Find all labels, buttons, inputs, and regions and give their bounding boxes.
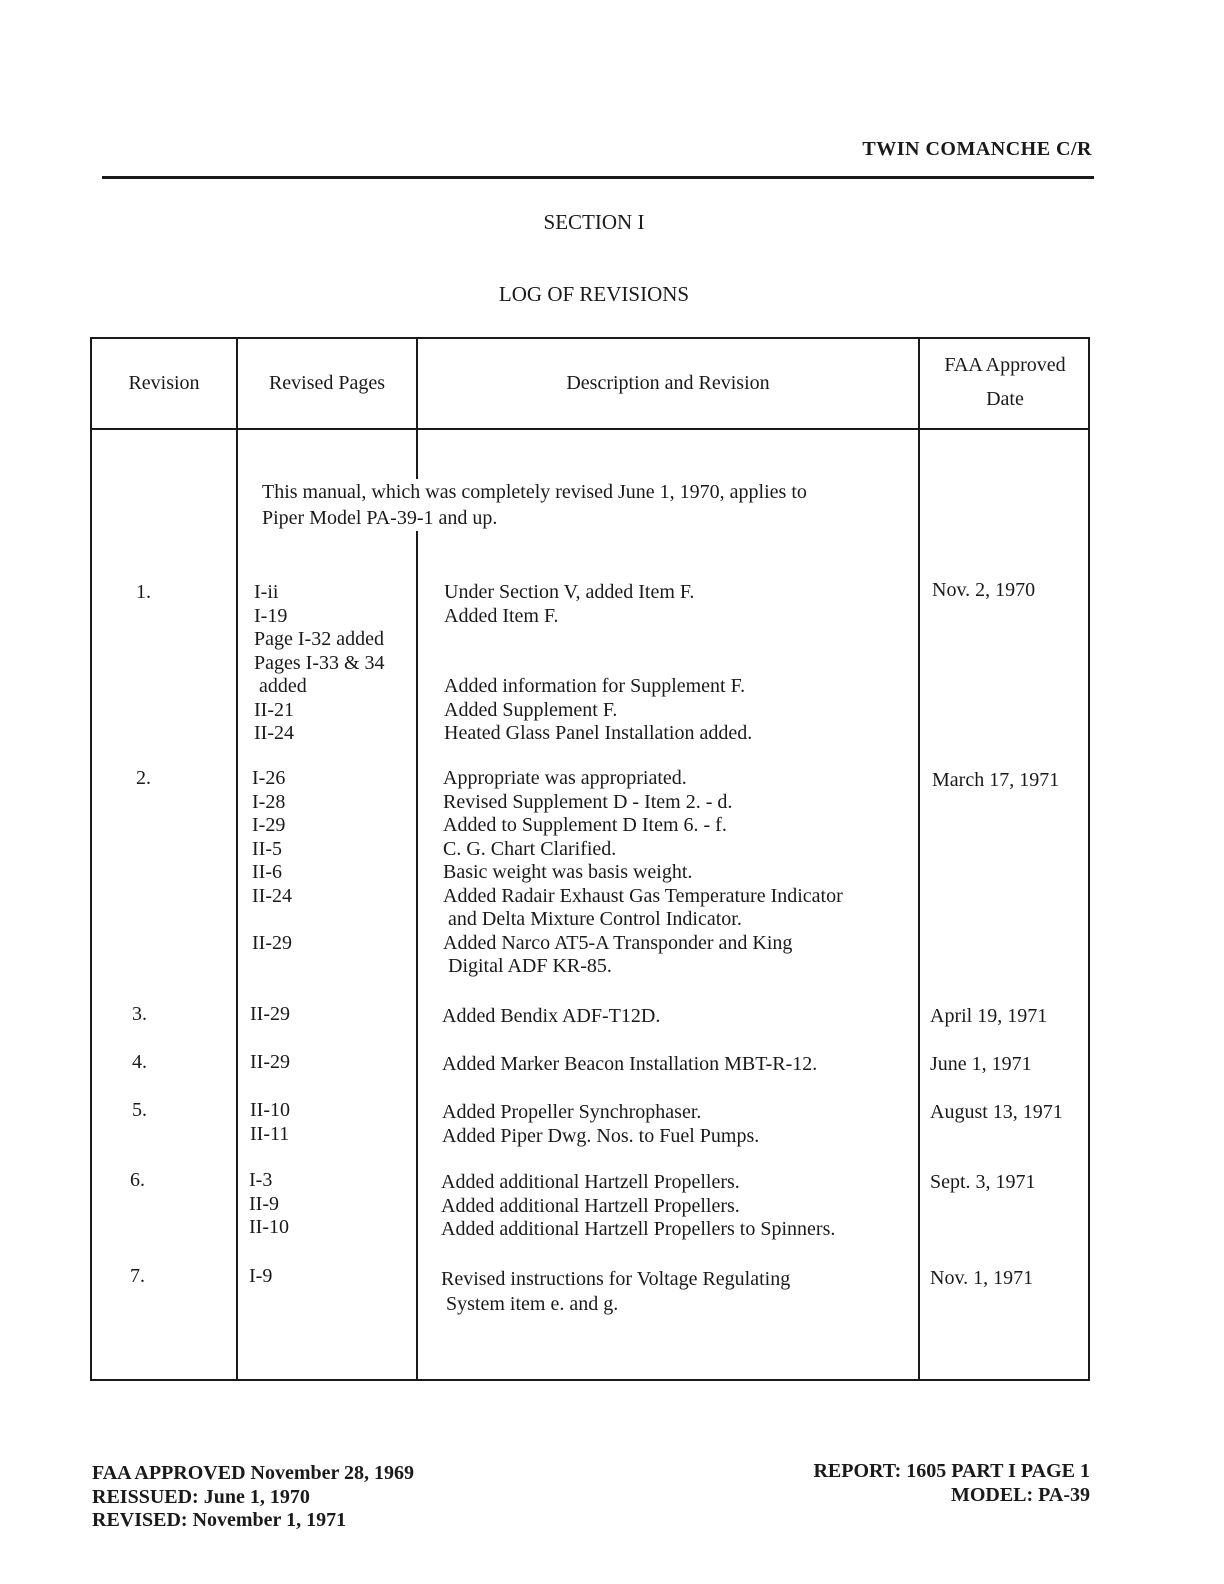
page-ref: I-26 [252,767,286,789]
row-6-revision: 6. [130,1169,145,1191]
footer-model: MODEL: PA-39 [950,1483,1090,1506]
row-4-revision: 4. [132,1051,147,1073]
page-ref: Page I-32 added [254,628,384,650]
page-ref: II-29 [250,1051,290,1073]
description-line: and Delta Mixture Control Indicator. [443,908,742,930]
footer-approval-dates [92,1462,414,1533]
header-divider [92,428,1088,430]
row-6-date: Sept. 3, 1971 [930,1171,1036,1193]
section-title: SECTION I [543,210,645,234]
description-line: Added Marker Beacon Installation MBT-R-12. [442,1053,818,1075]
row-5-revision: 5. [132,1099,147,1121]
description-line: Added information for Supplement F. [444,675,746,697]
page-ref: II-29 [250,1003,290,1025]
description-line [444,628,752,652]
header-description: Description and Revision [566,372,770,394]
log-title: LOG OF REVISIONS [498,282,690,306]
description-line: Added Propeller Synchrophaser. [442,1101,702,1123]
header-revision: Revision [128,372,200,394]
page-ref: I-28 [252,790,286,813]
footer-reissued: REISSUED: June 1, 1970 [92,1485,310,1508]
page-ref [252,955,292,979]
row-2-revision: 2. [136,767,151,789]
row-1-descriptions [444,581,752,746]
document-header-title: TWIN COMANCHE C/R [862,138,1092,160]
description-line: Added Bendix ADF-T12D. [442,1005,661,1027]
header-date: Date [986,388,1024,410]
row-4-pages [250,1051,290,1075]
description-line: Revised Supplement D - Item 2. - d. [443,790,733,813]
description-line: C. G. Chart Clarified. [443,837,617,860]
footer-report-info [813,1460,1090,1507]
column-divider [236,339,238,1379]
intro-note [262,479,813,531]
row-3-revision: 3. [132,1003,147,1025]
page-ref: II-9 [249,1192,279,1215]
intro-line: This manual, which was completely revised June 1, 1970, applies to [262,481,807,503]
description-line: Added additional Hartzell Propellers. [441,1171,740,1193]
page-ref: II-5 [252,837,282,860]
footer-report: REPORT: 1605 PART I PAGE 1 [813,1460,1090,1482]
page-ref: II-29 [252,931,292,954]
page-ref [252,908,292,932]
description-line: System item e. and g. [441,1293,619,1315]
page-ref: II-10 [249,1216,289,1238]
page-ref: II-24 [254,722,294,744]
page-ref: II-6 [252,861,282,883]
description-line [444,652,752,676]
page-ref: II-10 [250,1099,290,1121]
row-4-date: June 1, 1971 [930,1053,1032,1075]
header-revised-pages: Revised Pages [268,372,386,394]
row-3-descriptions [442,1005,660,1029]
description-line: Basic weight was basis weight. [443,861,693,883]
description-line: Added Item F. [444,604,559,627]
row-2-descriptions [443,767,843,979]
description-line: Added additional Hartzell Propellers to Spinners. [441,1218,836,1240]
row-2-date: March 17, 1971 [932,769,1060,791]
footer-approved: FAA APPROVED November 28, 1969 [92,1462,415,1484]
header-rule [102,176,1094,179]
row-7-date: Nov. 1, 1971 [930,1267,1034,1289]
revision-log-table [90,337,1090,1381]
page-ref: I-29 [252,814,286,836]
page-ref: I-3 [249,1169,273,1191]
row-7-descriptions [441,1267,790,1317]
page-ref: added [254,675,307,697]
description-line: Added Supplement F. [444,698,618,721]
page-ref: Pages I-33 & 34 [254,651,385,674]
row-3-pages [250,1003,290,1027]
page-ref: I-ii [254,581,279,603]
description-line: Under Section V, added Item F. [444,581,695,603]
description-line: Added Narco AT5-A Transponder and King [443,931,793,954]
page-ref: II-11 [250,1122,290,1145]
row-5-date: August 13, 1971 [930,1101,1063,1123]
page-ref: II-24 [252,884,292,907]
row-6-pages [249,1169,289,1240]
row-7-pages [249,1265,272,1289]
intro-line: Piper Model PA-39-1 and up. [262,507,498,529]
row-6-descriptions [441,1171,835,1242]
description-line: Added Piper Dwg. Nos. to Fuel Pumps. [442,1124,760,1147]
row-3-date: April 19, 1971 [930,1005,1048,1027]
description-line: Digital ADF KR-85. [443,955,612,977]
row-1-date: Nov. 2, 1970 [932,579,1036,601]
page-ref: II-21 [254,698,294,721]
row-5-pages [250,1099,290,1146]
description-line: Added to Supplement D Item 6. - f. [443,814,727,836]
page-ref: I-9 [249,1265,273,1287]
row-1-revision: 1. [136,581,151,603]
page-ref: I-19 [254,604,288,627]
description-line: Added Radair Exhaust Gas Temperature Indicator [443,884,843,907]
row-4-descriptions [442,1053,817,1077]
row-2-pages [252,767,292,979]
description-line: Appropriate was appropriated. [443,767,687,789]
row-7-revision: 7. [130,1265,145,1287]
footer-revised: REVISED: November 1, 1971 [92,1509,347,1531]
row-5-descriptions [442,1101,759,1148]
description-line: Revised instructions for Voltage Regulating [441,1268,791,1290]
column-divider [918,339,920,1379]
description-line: Heated Glass Panel Installation added. [444,722,753,744]
description-line: Added additional Hartzell Propellers. [441,1194,740,1217]
row-1-pages [254,581,385,746]
header-faa-approved: FAA Approved [944,354,1066,376]
